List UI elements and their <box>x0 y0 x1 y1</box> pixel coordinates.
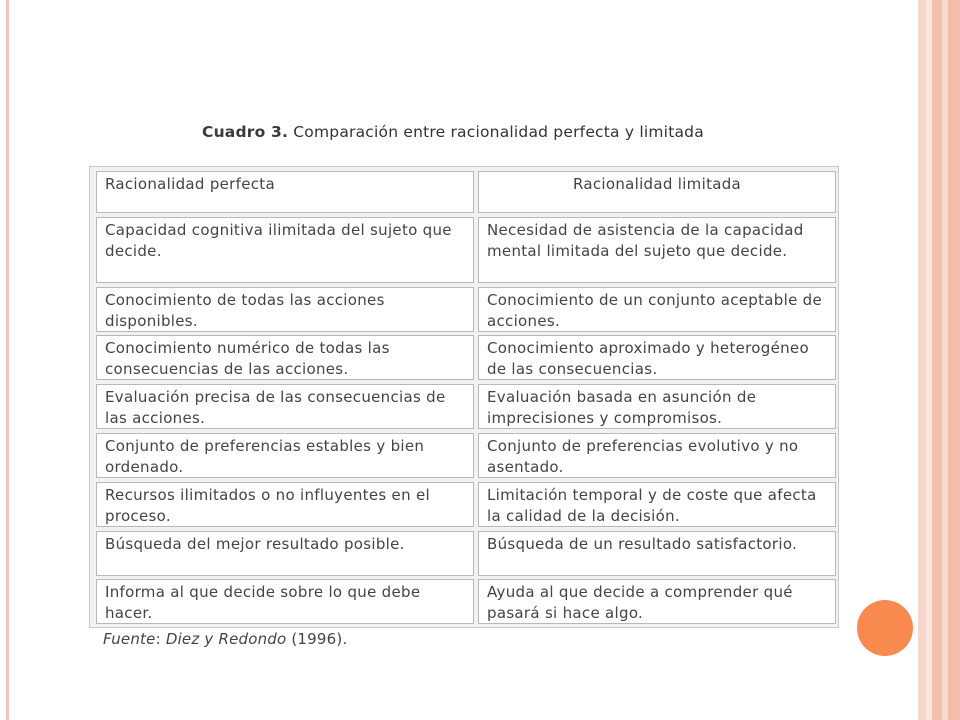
right-stripe <box>918 0 926 720</box>
table-caption <box>202 123 704 141</box>
table-cell: Conjunto de preferencias estables y bien ordenado. <box>96 433 474 478</box>
right-stripe <box>948 0 960 720</box>
table-cell: Conocimiento numérico de todas las consecuencias de las acciones. <box>96 335 474 380</box>
table-cell: Necesidad de asistencia de la capacidad mental limitada del sujeto que decide. <box>478 217 836 283</box>
table-cell: Recursos ilimitados o no influyentes en el proceso. <box>96 482 474 527</box>
comparison-table <box>89 166 839 628</box>
right-stripe <box>932 0 942 720</box>
caption-label: Cuadro 3. <box>202 123 289 141</box>
table-cell: Conocimiento aproximado y heterogéneo de las consecuencias. <box>478 335 836 380</box>
table-cell: Informa al que decide sobre lo que debe hacer. <box>96 579 474 624</box>
table-cell: Limitación temporal y de coste que afecta la calidad de la decisión. <box>478 482 836 527</box>
header-cell-perfecta: Racionalidad perfecta <box>96 171 474 213</box>
table-cell: Conocimiento de un conjunto aceptable de acciones. <box>478 287 836 332</box>
table-cell: Búsqueda de un resultado satisfactorio. <box>478 531 836 576</box>
table-cell: Capacidad cognitiva ilimitada del sujeto que decide. <box>96 217 474 283</box>
source-authors: Diez y Redondo <box>165 630 287 648</box>
source-label: Fuente <box>103 630 156 648</box>
left-border-line <box>6 0 9 720</box>
table-cell: Evaluación basada en asunción de imprecisiones y compromisos. <box>478 384 836 429</box>
decorative-circle <box>857 600 913 656</box>
header-cell-limitada: Racionalidad limitada <box>478 171 836 213</box>
table-cell: Conjunto de preferencias evolutivo y no asentado. <box>478 433 836 478</box>
table-cell: Búsqueda del mejor resultado posible. <box>96 531 474 576</box>
source-year: (1996). <box>291 630 348 648</box>
table-source: Fuente: Diez y Redondo (1996). <box>103 630 348 648</box>
caption-text: Comparación entre racionalidad perfecta y limitada <box>293 123 704 141</box>
table-cell: Conocimiento de todas las acciones disponibles. <box>96 287 474 332</box>
table-cell: Ayuda al que decide a comprender qué pasará si hace algo. <box>478 579 836 624</box>
table-cell: Evaluación precisa de las consecuencias de las acciones. <box>96 384 474 429</box>
slide-left-border <box>0 0 12 720</box>
